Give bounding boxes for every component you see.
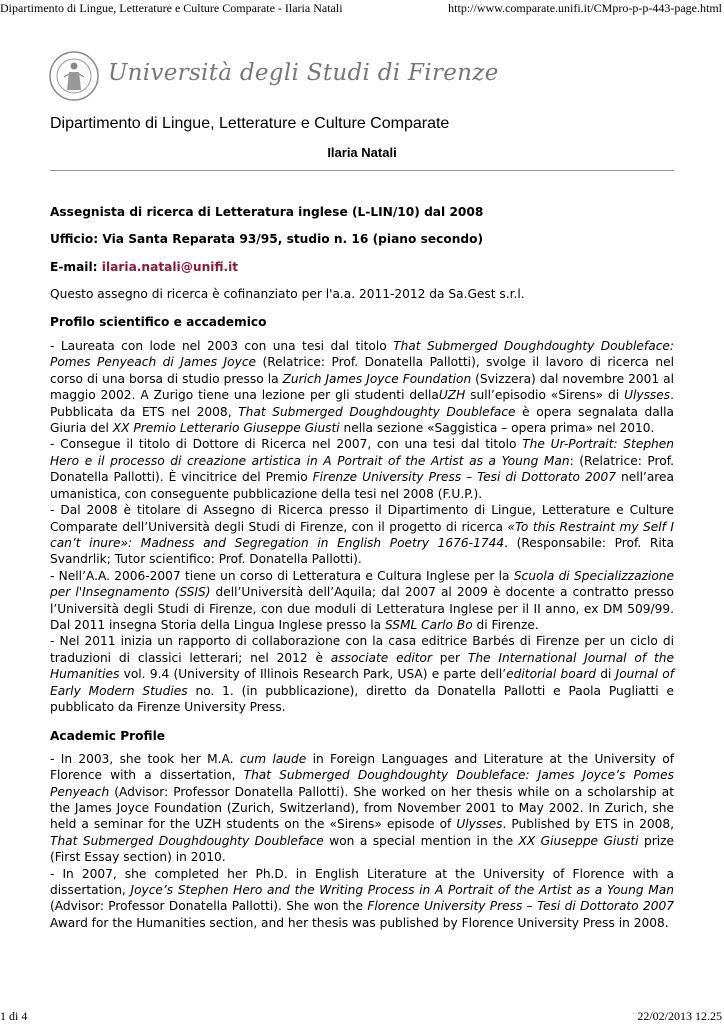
academic-paragraph-1: - In 2003, she took her M.A. cum laude in Foreign Languages and Literature at the University of Florence with a dissertation, That Submerged Doughdoughty Doubleface: James Joyce’s Pomes Penyeach (Advisor: Professor Donatella Pallotti). She worked on her thesis while on a scholarship at the James Joyce Foundation (Zurich, Switzerland), from November 2001 to May 2002. In Zurich, she held a seminar for the UZH students on the «Sirens» episode of Ulysses. Published by ETS in 2008, That Submerged Doughdoughty Doubleface won a special mention in the XX Giuseppe Giusti prize (First Essay section) in 2010. [50, 751, 675, 865]
print-header-url: http://www.comparate.unifi.it/CMpro-p-p-443-page.html [448, 1, 722, 15]
academic-heading: Academic Profile [50, 729, 166, 744]
department-title: Dipartimento di Lingue, Letterature e Culture Comparate [50, 115, 450, 132]
role-line: Assegnista di ricerca di Letteratura inglese (L-LIN/10) dal 2008 [50, 205, 484, 219]
email-line [50, 259, 674, 275]
print-footer [0, 1008, 724, 1024]
profilo-paragraph-5: - Nel 2011 inizia un rapporto di collaborazione con la casa editrice Barbés di Firenze per un ciclo di traduzioni di classici letterari; nel 2012 è associate editor per The International Journal of the Humanities vol. 9.4 (University of Illinois Research Park, USA) e parte dell’editorial board di Journal of Early Modern Studies no. 1. (in pubblicazione), diretto da Donatella Pallotti e Paola Pugliatti e pubblicato da Firenze University Press. [50, 634, 674, 714]
profilo-paragraph-3: - Dal 2008 è titolare di Assegno di Ricerca presso il Dipartimento di Lingue, Letterature e Culture Comparate dell’Università degli Studi di Firenze, con il progetto di ricerca «To this Restraint my Self I can’t inure»: Madness and Segregation in English Poetry 1676-1744. (Responsabile: Prof. Rita Svandrlik; Tutor scientifico: Prof. Donatella Pallotti). [50, 503, 675, 567]
page-content [50, 204, 674, 931]
header-divider [50, 170, 674, 171]
author-name: Ilaria Natali [327, 145, 397, 160]
funding-note: Questo assegno di ricerca è cofinanziato per l'a.a. 2011-2012 da Sa.Gest s.r.l. [50, 287, 525, 302]
university-logo [48, 50, 499, 104]
university-wordmark: Università degli Studi di Firenze [108, 60, 499, 86]
office-line: Ufficio: Via Santa Reparata 93/95, studio n. 16 (piano secondo) [50, 232, 484, 247]
email-link[interactable]: ilaria.natali@unifi.it [101, 259, 239, 274]
print-header-title: Dipartimento di Lingue, Letterature e Culture Comparate - Ilaria Natali [0, 1, 343, 15]
university-seal-icon [48, 50, 100, 102]
print-datetime: 22/02/2013 12.25 [637, 1009, 722, 1023]
academic-paragraph-2: - In 2007, she completed her Ph.D. in English Literature at the University of Florence with a dissertation, Joyce’s Stephen Hero and the Writing Process in A Portrait of the Artist as a Young Man (Advisor: Professor Donatella Pallotti). She won the Florence University Press – Tesi di Dottorato 2007 Award for the Humanities section, and her thesis was published by Florence University Press in 2008. [50, 866, 674, 930]
profilo-heading: Profilo scientifico e accademico [50, 314, 267, 329]
print-header [0, 0, 724, 16]
profilo-paragraph-1: - Laureata con lode nel 2003 con una tesi dal titolo That Submerged Doughdoughty Doubleface: Pomes Penyeach di James Joyce (Relatrice: Prof. Donatella Pallotti), svolge il lavoro di ricerca nel corso di una borsa di studio presso la Zurich James Joyce Foundation (Svizzera) dal novembre 2001 al maggio 2002. A Zurigo tiene una lezione per gli studenti dellaUZH sull’episodio «Sirens» di Ulysses. Pubblicata da ETS nel 2008, That Submerged Doughdoughty Doubleface è opera segnalata dalla Giuria del XX Premio Letterario Giuseppe Giusti nella sezione «Saggistica – opera prima» nel 2010. [50, 339, 675, 436]
email-label: E-mail: [50, 259, 98, 274]
profilo-paragraph-4: - Nell’A.A. 2006-2007 tiene un corso di Letteratura e Cultura Inglese per la Scuola di Specializzazione per l'Insegnamento (SSIS) dell’Università dell’Aquila; dal 2007 al 2009 è docente a contratto presso l’Università degli Studi di Firenze, con due moduli di Letteratura Inglese per il II anno, ex DM 509/99. Dal 2011 insegna Storia della Lingua Inglese presso la SSML Carlo Bo di Firenze. [50, 568, 675, 632]
profilo-paragraph-2: - Consegue il titolo di Dottore di Ricerca nel 2007, con una tesi dal titolo The Ur-Portrait: Stephen Hero e il processo di creazione artistica in A Portrait of the Artist as a Young Man: (Relatrice: Prof. Donatella Pallotti). È vincitrice del Premio Firenze University Press – Tesi di Dottorato 2007 nell’area umanistica, con conseguente pubblicazione della tesi nel 2008 (F.U.P.). [50, 437, 675, 501]
page-counter: 1 di 4 [0, 1009, 28, 1023]
